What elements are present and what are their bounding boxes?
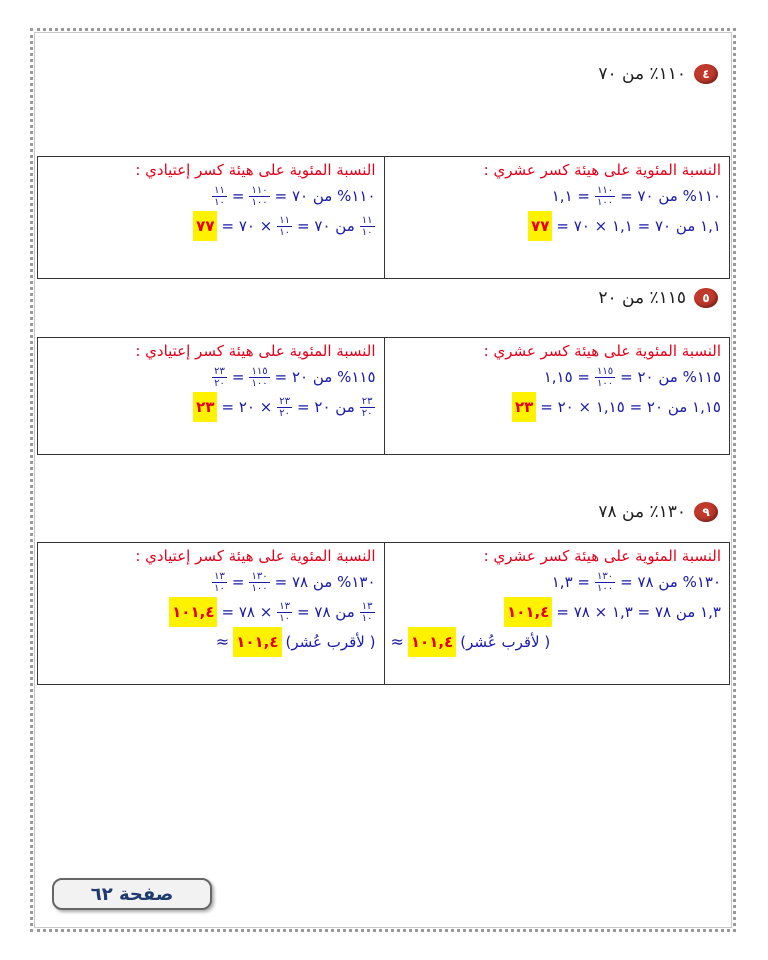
fraction bbox=[360, 396, 375, 419]
equation-line bbox=[391, 211, 722, 241]
page-number-label: صفحة ٦٢ bbox=[52, 878, 212, 910]
numerator: ٢٣ bbox=[279, 395, 291, 407]
fraction bbox=[212, 571, 227, 594]
fraction bbox=[360, 215, 375, 238]
numerator: ١٣٠ bbox=[596, 570, 614, 582]
decimal-method-cell bbox=[384, 157, 730, 278]
equation-text: = ١,١ bbox=[551, 187, 590, 205]
numerator: ١١ bbox=[361, 214, 373, 226]
equals-sign: = bbox=[231, 573, 245, 591]
equation-line bbox=[391, 627, 722, 657]
denominator: ١٠٠ bbox=[251, 582, 268, 594]
equation-line bbox=[44, 392, 376, 422]
answer-highlight: ٢٣ bbox=[512, 392, 536, 422]
answer-highlight: ١٠١,٤ bbox=[233, 627, 281, 657]
equation-text: = ١,٣ bbox=[551, 573, 590, 591]
denominator: ١٠ bbox=[361, 226, 373, 238]
equals-sign: = bbox=[231, 187, 245, 205]
numerator: ١١٥ bbox=[251, 365, 268, 377]
equation-text: من ٧٠ = bbox=[297, 217, 355, 235]
equation-text: من ٧٨ = bbox=[297, 603, 355, 621]
solution-table bbox=[37, 337, 730, 455]
denominator: ١٠ bbox=[214, 196, 225, 208]
denominator: ١٠ bbox=[361, 612, 373, 624]
rounding-note: ( لأقرب عُشر) bbox=[285, 633, 376, 651]
fraction bbox=[595, 185, 615, 208]
numerator: ١١٠ bbox=[596, 184, 614, 196]
equation-line bbox=[391, 597, 722, 627]
cell-heading: النسبة المئوية على هيئة كسر عشري : bbox=[483, 342, 721, 360]
numerator: ١٣ bbox=[214, 570, 225, 582]
denominator: ١٠٠ bbox=[596, 377, 614, 389]
equation-line bbox=[44, 627, 376, 657]
decimal-method-cell bbox=[384, 543, 730, 684]
cell-heading: النسبة المئوية على هيئة كسر إعتيادي : bbox=[135, 161, 376, 179]
equation-line bbox=[44, 211, 376, 241]
equation-line bbox=[44, 567, 376, 597]
numerator: ١٣٠ bbox=[251, 570, 268, 582]
equation-line bbox=[391, 392, 722, 422]
answer-highlight: ٧٧ bbox=[193, 211, 217, 241]
fraction bbox=[249, 366, 269, 389]
fraction bbox=[277, 396, 292, 419]
answer-highlight: ٢٣ bbox=[193, 392, 217, 422]
numerator: ١١ bbox=[214, 184, 225, 196]
exercise-number-badge: ٤ bbox=[694, 64, 718, 84]
equals-sign: = bbox=[231, 368, 245, 386]
fraction bbox=[249, 185, 269, 208]
decimal-method-cell bbox=[384, 338, 730, 454]
denominator: ١٠ bbox=[279, 226, 291, 238]
numerator: ٢٣ bbox=[361, 395, 373, 407]
rounding-note: ( لأقرب عُشر) bbox=[460, 633, 551, 651]
denominator: ٢٠ bbox=[361, 407, 373, 419]
equation-text: ١٣٠% من ٧٨ = bbox=[620, 573, 721, 591]
denominator: ١٠ bbox=[279, 612, 291, 624]
cell-heading: النسبة المئوية على هيئة كسر عشري : bbox=[483, 161, 721, 179]
denominator: ١٠٠ bbox=[251, 196, 268, 208]
fraction bbox=[277, 215, 292, 238]
equation-text: من ٢٠ = bbox=[297, 398, 355, 416]
denominator: ١٠٠ bbox=[596, 196, 614, 208]
numerator: ١٣ bbox=[361, 600, 373, 612]
cell-heading: النسبة المئوية على هيئة كسر إعتيادي : bbox=[135, 342, 376, 360]
exercise-number-badge: ٩ bbox=[694, 502, 718, 522]
fraction bbox=[249, 571, 269, 594]
equation-text: × ٧٠ = bbox=[221, 217, 273, 235]
numerator: ٢٣ bbox=[214, 365, 225, 377]
fraction bbox=[360, 601, 375, 624]
equation-text: ١١٥% من ٢٠ = bbox=[620, 368, 721, 386]
denominator: ١٠٠ bbox=[596, 582, 614, 594]
answer-highlight: ١٠١,٤ bbox=[169, 597, 217, 627]
denominator: ١٠٠ bbox=[251, 377, 268, 389]
fraction bbox=[277, 601, 292, 624]
numerator: ١١ bbox=[279, 214, 291, 226]
exercise-number-badge: ٥ bbox=[694, 288, 718, 308]
equation-text: = ١,١٥ bbox=[543, 368, 590, 386]
equation-line bbox=[44, 362, 376, 392]
denominator: ٢٠ bbox=[214, 377, 225, 389]
cell-heading: النسبة المئوية على هيئة كسر عشري : bbox=[483, 547, 721, 565]
equation-line bbox=[391, 567, 722, 597]
fraction bbox=[212, 185, 227, 208]
equation-text: × ٢٠ = bbox=[221, 398, 273, 416]
answer-highlight: ١٠١,٤ bbox=[408, 627, 456, 657]
numerator: ١٣ bbox=[279, 600, 291, 612]
equation-line bbox=[44, 181, 376, 211]
fraction-method-cell bbox=[38, 338, 384, 454]
exercise-statement: ١٣٠٪ من ٧٨ bbox=[598, 502, 686, 522]
equation-text: × ٧٨ = bbox=[221, 603, 273, 621]
equation-line bbox=[391, 362, 722, 392]
exercise-statement: ١١٠٪ من ٧٠ bbox=[598, 64, 686, 84]
solution-table bbox=[37, 542, 730, 685]
exercise-statement: ١١٥٪ من ٢٠ bbox=[598, 288, 686, 308]
equation-line bbox=[44, 597, 376, 627]
denominator: ١٠ bbox=[214, 582, 225, 594]
equation-text: ١١٥% من ٢٠ = bbox=[274, 368, 376, 386]
answer-highlight: ٧٧ bbox=[528, 211, 552, 241]
approx-sign: ≈ bbox=[390, 632, 404, 651]
exercise-title bbox=[598, 288, 718, 308]
fraction-method-cell bbox=[38, 157, 384, 278]
equation-text: ١,١ من ٧٠ = ١,١ × ٧٠ = bbox=[556, 217, 721, 235]
denominator: ٢٠ bbox=[279, 407, 291, 419]
fraction bbox=[595, 366, 615, 389]
numerator: ١١٠ bbox=[251, 184, 268, 196]
equation-text: ١١٠% من ٧٠ = bbox=[620, 187, 721, 205]
equation-text: ١٣٠% من ٧٨ = bbox=[274, 573, 376, 591]
approx-sign: ≈ bbox=[215, 632, 230, 651]
equation-line bbox=[391, 181, 722, 211]
equation-text: ١١٠% من ٧٠ = bbox=[274, 187, 376, 205]
cell-heading: النسبة المئوية على هيئة كسر إعتيادي : bbox=[135, 547, 376, 565]
solution-table bbox=[37, 156, 730, 279]
equation-text: ١,٣ من ٧٨ = ١,٣ × ٧٨ = bbox=[556, 603, 721, 621]
answer-highlight: ١٠١,٤ bbox=[504, 597, 552, 627]
exercise-title bbox=[598, 502, 718, 522]
numerator: ١١٥ bbox=[596, 365, 614, 377]
exercise-title bbox=[598, 64, 718, 84]
equation-text: ١,١٥ من ٢٠ = ١,١٥ × ٢٠ = bbox=[540, 398, 721, 416]
fraction-method-cell bbox=[38, 543, 384, 684]
fraction bbox=[212, 366, 227, 389]
fraction bbox=[595, 571, 615, 594]
